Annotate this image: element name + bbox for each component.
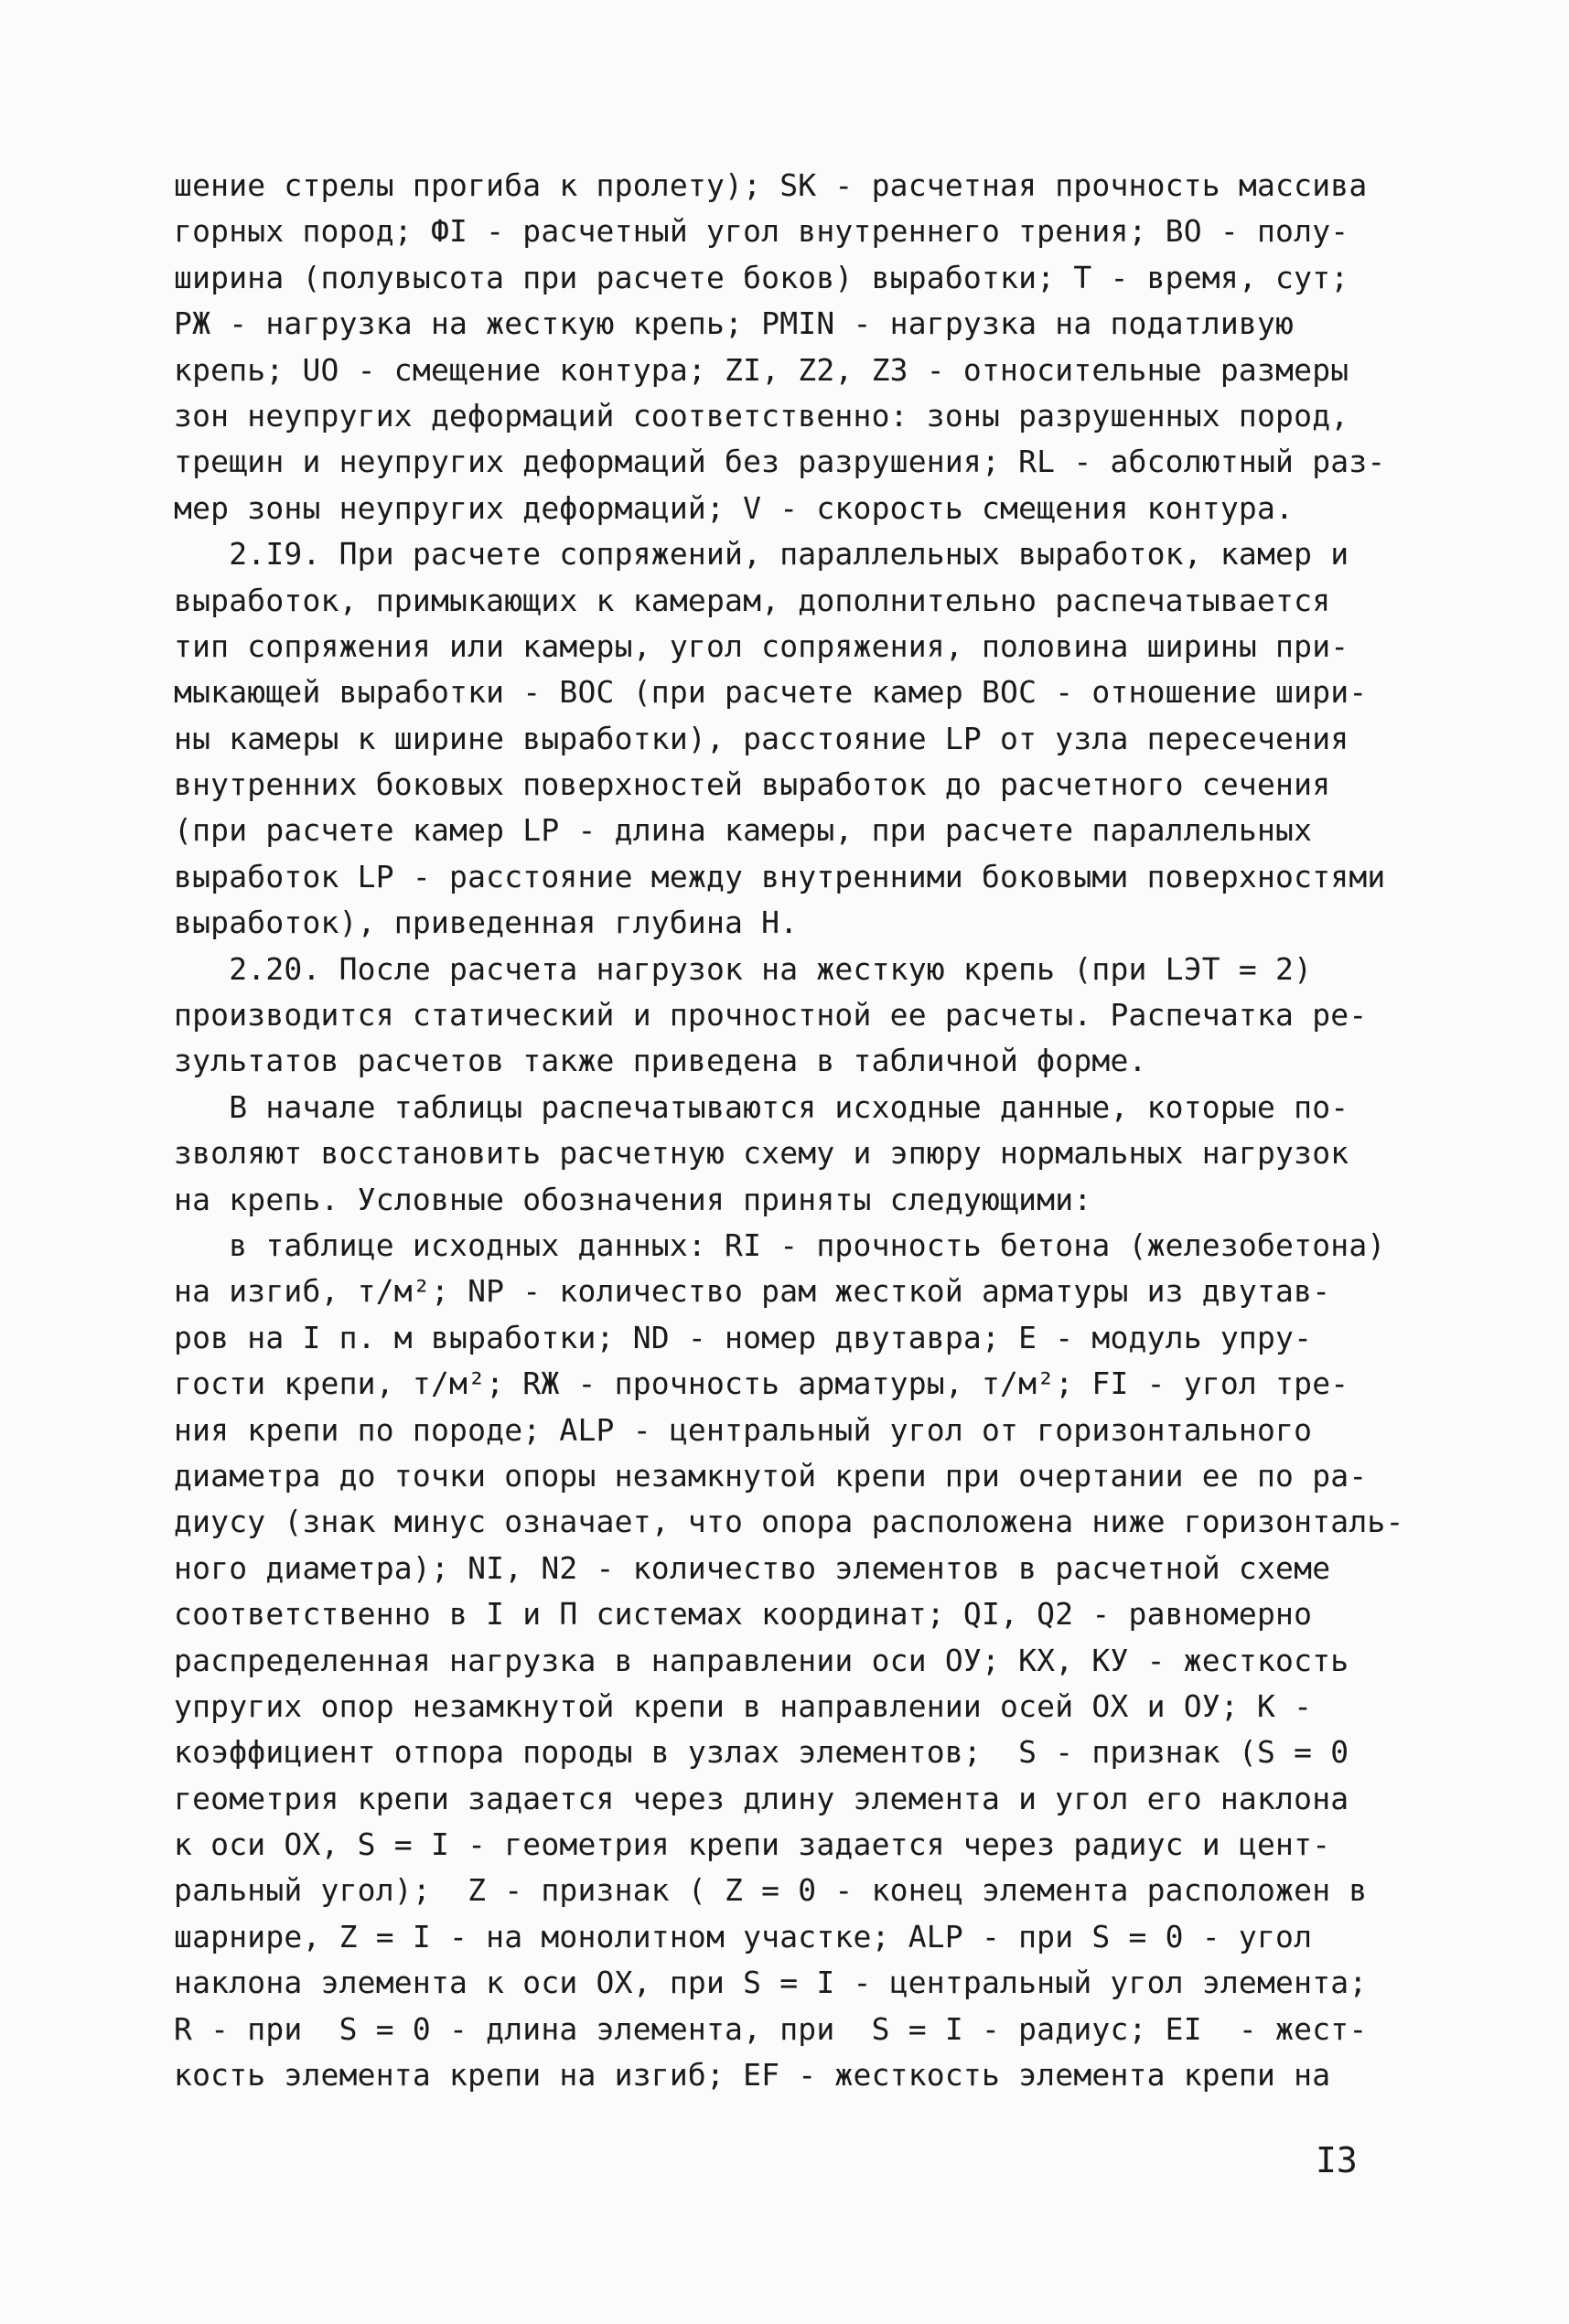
text-line: к оси ОХ, S = I - геометрия крепи задается через радиус и цент-	[174, 1826, 1331, 1863]
text-line: производится статический и прочностной ее расчеты. Распечатка ре-	[174, 997, 1368, 1033]
text-line: выработок, примыкающих к камерам, дополнительно распечатывается	[174, 582, 1331, 618]
text-line: распределенная нагрузка в направлении оси ОУ; КХ, КУ - жесткость	[174, 1642, 1349, 1678]
text-line: трещин и неупругих деформаций без разрушения; RL - абсолютный раз-	[174, 444, 1386, 480]
text-line: 2.I9. При расчете сопряжений, параллельных выработок, камер и	[174, 536, 1349, 573]
text-line: ны камеры к ширине выработки), расстояние LP от узла пересечения	[174, 720, 1349, 756]
text-line: 2.20. После расчета нагрузок на жесткую крепь (при LЭТ = 2)	[174, 950, 1313, 987]
text-line: мер зоны неупругих деформаций; V - скорость смещения контура.	[174, 489, 1295, 526]
text-line: коэффициент отпора породы в узлах элементов; S - признак (S = 0	[174, 1734, 1349, 1771]
text-line: R - при S = 0 - длина элемента, при S = I - радиус; EI - жест-	[174, 2010, 1368, 2047]
text-line: зволяют восстановить расчетную схему и эпюру нормальных нагрузок	[174, 1135, 1349, 1172]
body-text	[174, 163, 1436, 2098]
text-line: шарнире, Z = I - на монолитном участке; ALP - при S = 0 - угол	[174, 1918, 1313, 1955]
text-line: (при расчете камер LP - длина камеры, при расчете параллельных	[174, 812, 1313, 849]
text-line: упругих опор незамкнутой крепи в направлении осей ОХ и ОУ; К -	[174, 1687, 1313, 1724]
text-line: геометрия крепи задается через длину элемента и угол его наклона	[174, 1780, 1349, 1816]
text-line: в таблице исходных данных: RI - прочность бетона (железобетона)	[174, 1226, 1386, 1263]
page-number: I3	[1316, 2140, 1358, 2180]
text-line: горных пород; ФI - расчетный угол внутреннего трения; ВО - полу-	[174, 213, 1349, 250]
text-line: выработок), приведенная глубина Н.	[174, 905, 799, 941]
text-line: зультатов расчетов также приведена в табличной форме.	[174, 1043, 1147, 1079]
text-line: внутренних боковых поверхностей выработок до расчетного сечения	[174, 766, 1331, 803]
text-line: тип сопряжения или камеры, угол сопряжения, половина ширины при-	[174, 627, 1349, 664]
text-line: выработок LP - расстояние между внутренними боковыми поверхностями	[174, 858, 1386, 894]
text-line: кость элемента крепи на изгиб; EF - жесткость элемента крепи на	[174, 2057, 1331, 2094]
text-line: ров на I п. м выработки; ND - номер двутавра; Е - модуль упру-	[174, 1319, 1313, 1355]
text-line: зон неупругих деформаций соответственно: зоны разрушенных пород,	[174, 397, 1349, 434]
text-line: на крепь. Условные обозначения приняты следующими:	[174, 1181, 1092, 1217]
text-line: наклона элемента к оси ОХ, при S = I - центральный угол элемента;	[174, 1965, 1368, 2001]
text-line: ширина (полувысота при расчете боков) выработки; Т - время, сут;	[174, 259, 1349, 295]
text-line: ного диаметра); NI, N2 - количество элементов в расчетной схеме	[174, 1549, 1331, 1586]
text-line: соответственно в I и П системах координат; QI, Q2 - равномерно	[174, 1596, 1313, 1633]
text-line: В начале таблицы распечатываются исходные данные, которые по-	[174, 1088, 1349, 1125]
text-line: гости крепи, т/м²; RЖ - прочность арматуры, т/м²; FI - угол тре-	[174, 1365, 1349, 1402]
text-line: ния крепи по породе; ALP - центральный угол от горизонтального	[174, 1411, 1313, 1448]
text-line: мыкающей выработки - ВОС (при расчете камер ВОС - отношение шири-	[174, 674, 1368, 711]
text-line: РЖ - нагрузка на жесткую крепь; PMIN - нагрузка на податливую	[174, 305, 1295, 342]
text-line: на изгиб, т/м²; NP - количество рам жесткой арматуры из двутав-	[174, 1273, 1331, 1310]
text-line: диаметра до точки опоры незамкнутой крепи при очертании ее по ра-	[174, 1457, 1368, 1494]
text-line: шение стрелы прогиба к пролету); SK - расчетная прочность массива	[174, 167, 1368, 203]
text-line: ральный угол); Z - признак ( Z = 0 - конец элемента расположен в	[174, 1872, 1368, 1909]
text-line: крепь; UO - смещение контура; ZI, Z2, Z3 - относительные размеры	[174, 351, 1349, 388]
text-line: диусу (знак минус означает, что опора расположена ниже горизонталь-	[174, 1504, 1404, 1540]
